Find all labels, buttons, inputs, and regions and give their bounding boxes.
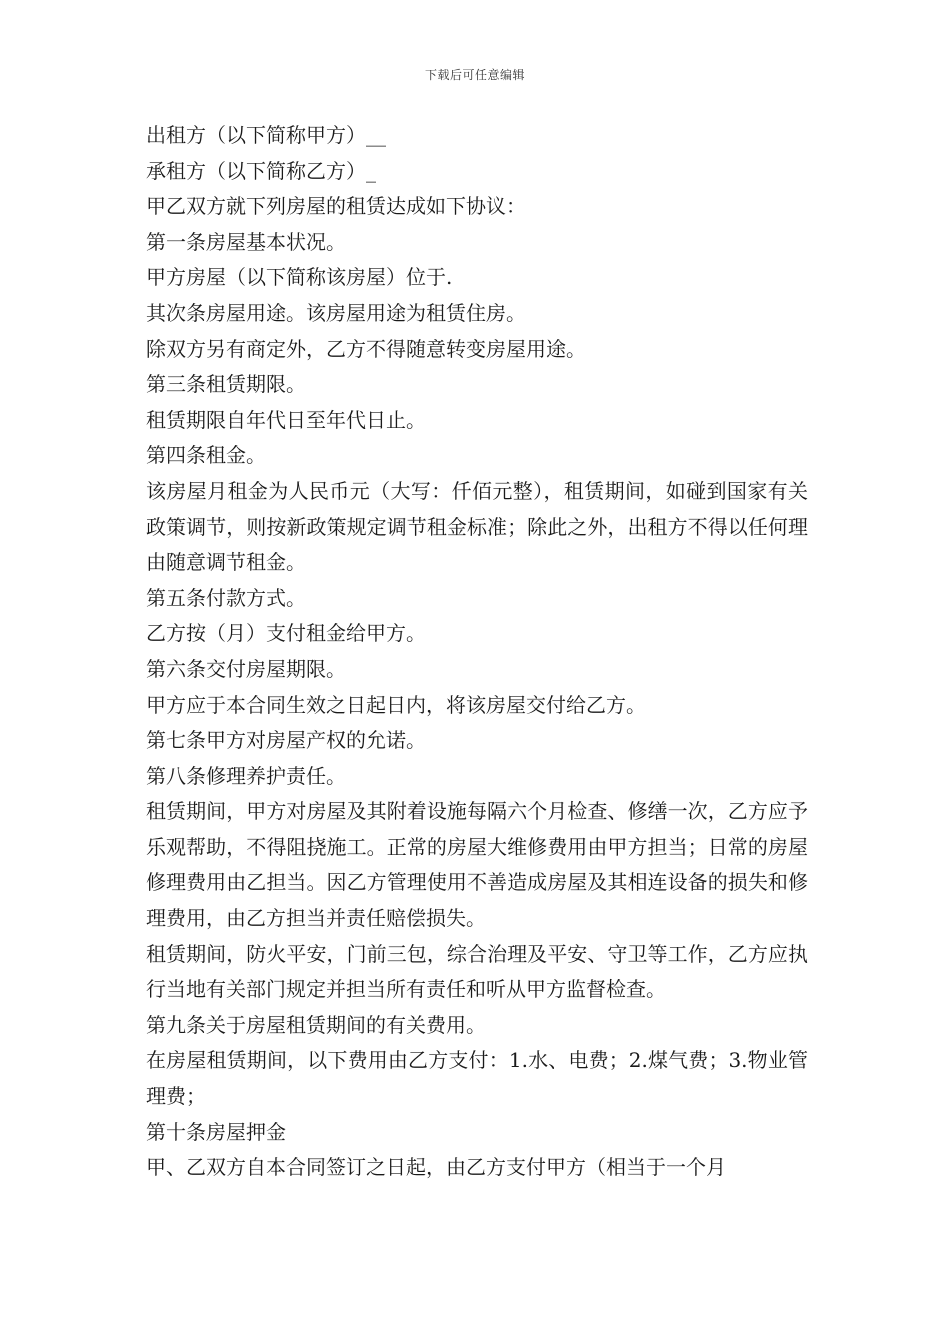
article-1-heading: 第一条房屋基本状况。 xyxy=(146,229,346,254)
article-8-heading: 第八条修理养护责任。 xyxy=(146,763,346,788)
article-4-heading: 第四条租金。 xyxy=(146,443,266,468)
page-header: 下载后可任意编辑 xyxy=(424,68,525,82)
article-9-body: 在房屋租赁期间，以下费用由乙方支付：1.水、电费；2.煤气费；3.物业管理费； xyxy=(146,1048,808,1109)
article-2-body: 除双方另有商定外，乙方不得随意转变房屋用途。 xyxy=(146,336,586,361)
paragraph-lessee: 承租方（以下简称乙方）_ xyxy=(146,158,376,183)
article-8-body-1: 租赁期间，甲方对房屋及其附着设施每隔六个月检查、修缮一次，乙方应予乐观帮助，不得阻挠施工。正常的房屋大维修费用由甲方担当；日常的房屋修理费用由乙担当。因乙方管理使用不善造成房屋及其相连设备的损失和修理费用，由乙方担当并责任赔偿损失。 xyxy=(146,799,808,931)
article-3-body: 租赁期限自年代日至年代日止。 xyxy=(146,407,426,432)
article-9-heading: 第九条关于房屋租赁期间的有关费用。 xyxy=(146,1012,486,1037)
paragraph-intro: 甲乙双方就下列房屋的租赁达成如下协议： xyxy=(146,194,526,219)
paragraph-lessor: 出租方（以下简称甲方）__ xyxy=(146,123,386,147)
document-body xyxy=(146,118,808,1186)
article-10-body: 甲、乙双方自本合同签订之日起，由乙方支付甲方（相当于一个月 xyxy=(146,1155,726,1180)
article-5-heading: 第五条付款方式。 xyxy=(146,585,306,610)
article-1-body: 甲方房屋（以下简称该房屋）位于. xyxy=(146,265,453,290)
article-5-body: 乙方按（月）支付租金给甲方。 xyxy=(146,621,426,646)
article-3-heading: 第三条租赁期限。 xyxy=(146,372,306,397)
article-8-body-2: 租赁期间，防火平安，门前三包，综合治理及平安、守卫等工作，乙方应执行当地有关部门规定并担当所有责任和听从甲方监督检查。 xyxy=(146,941,808,1002)
article-2-heading: 其次条房屋用途。该房屋用途为租赁住房。 xyxy=(146,300,526,325)
article-6-heading: 第六条交付房屋期限。 xyxy=(146,656,346,681)
article-4-body: 该房屋月租金为人民币元（大写：仟佰元整），租赁期间，如碰到国家有关政策调节，则按新政策规定调节租金标准；除此之外，出租方不得以任何理由随意调节租金。 xyxy=(146,478,808,575)
article-7-heading: 第七条甲方对房屋产权的允诺。 xyxy=(146,728,426,753)
article-6-body: 甲方应于本合同生效之日起日内，将该房屋交付给乙方。 xyxy=(146,692,646,717)
article-10-heading: 第十条房屋押金 xyxy=(146,1119,286,1144)
